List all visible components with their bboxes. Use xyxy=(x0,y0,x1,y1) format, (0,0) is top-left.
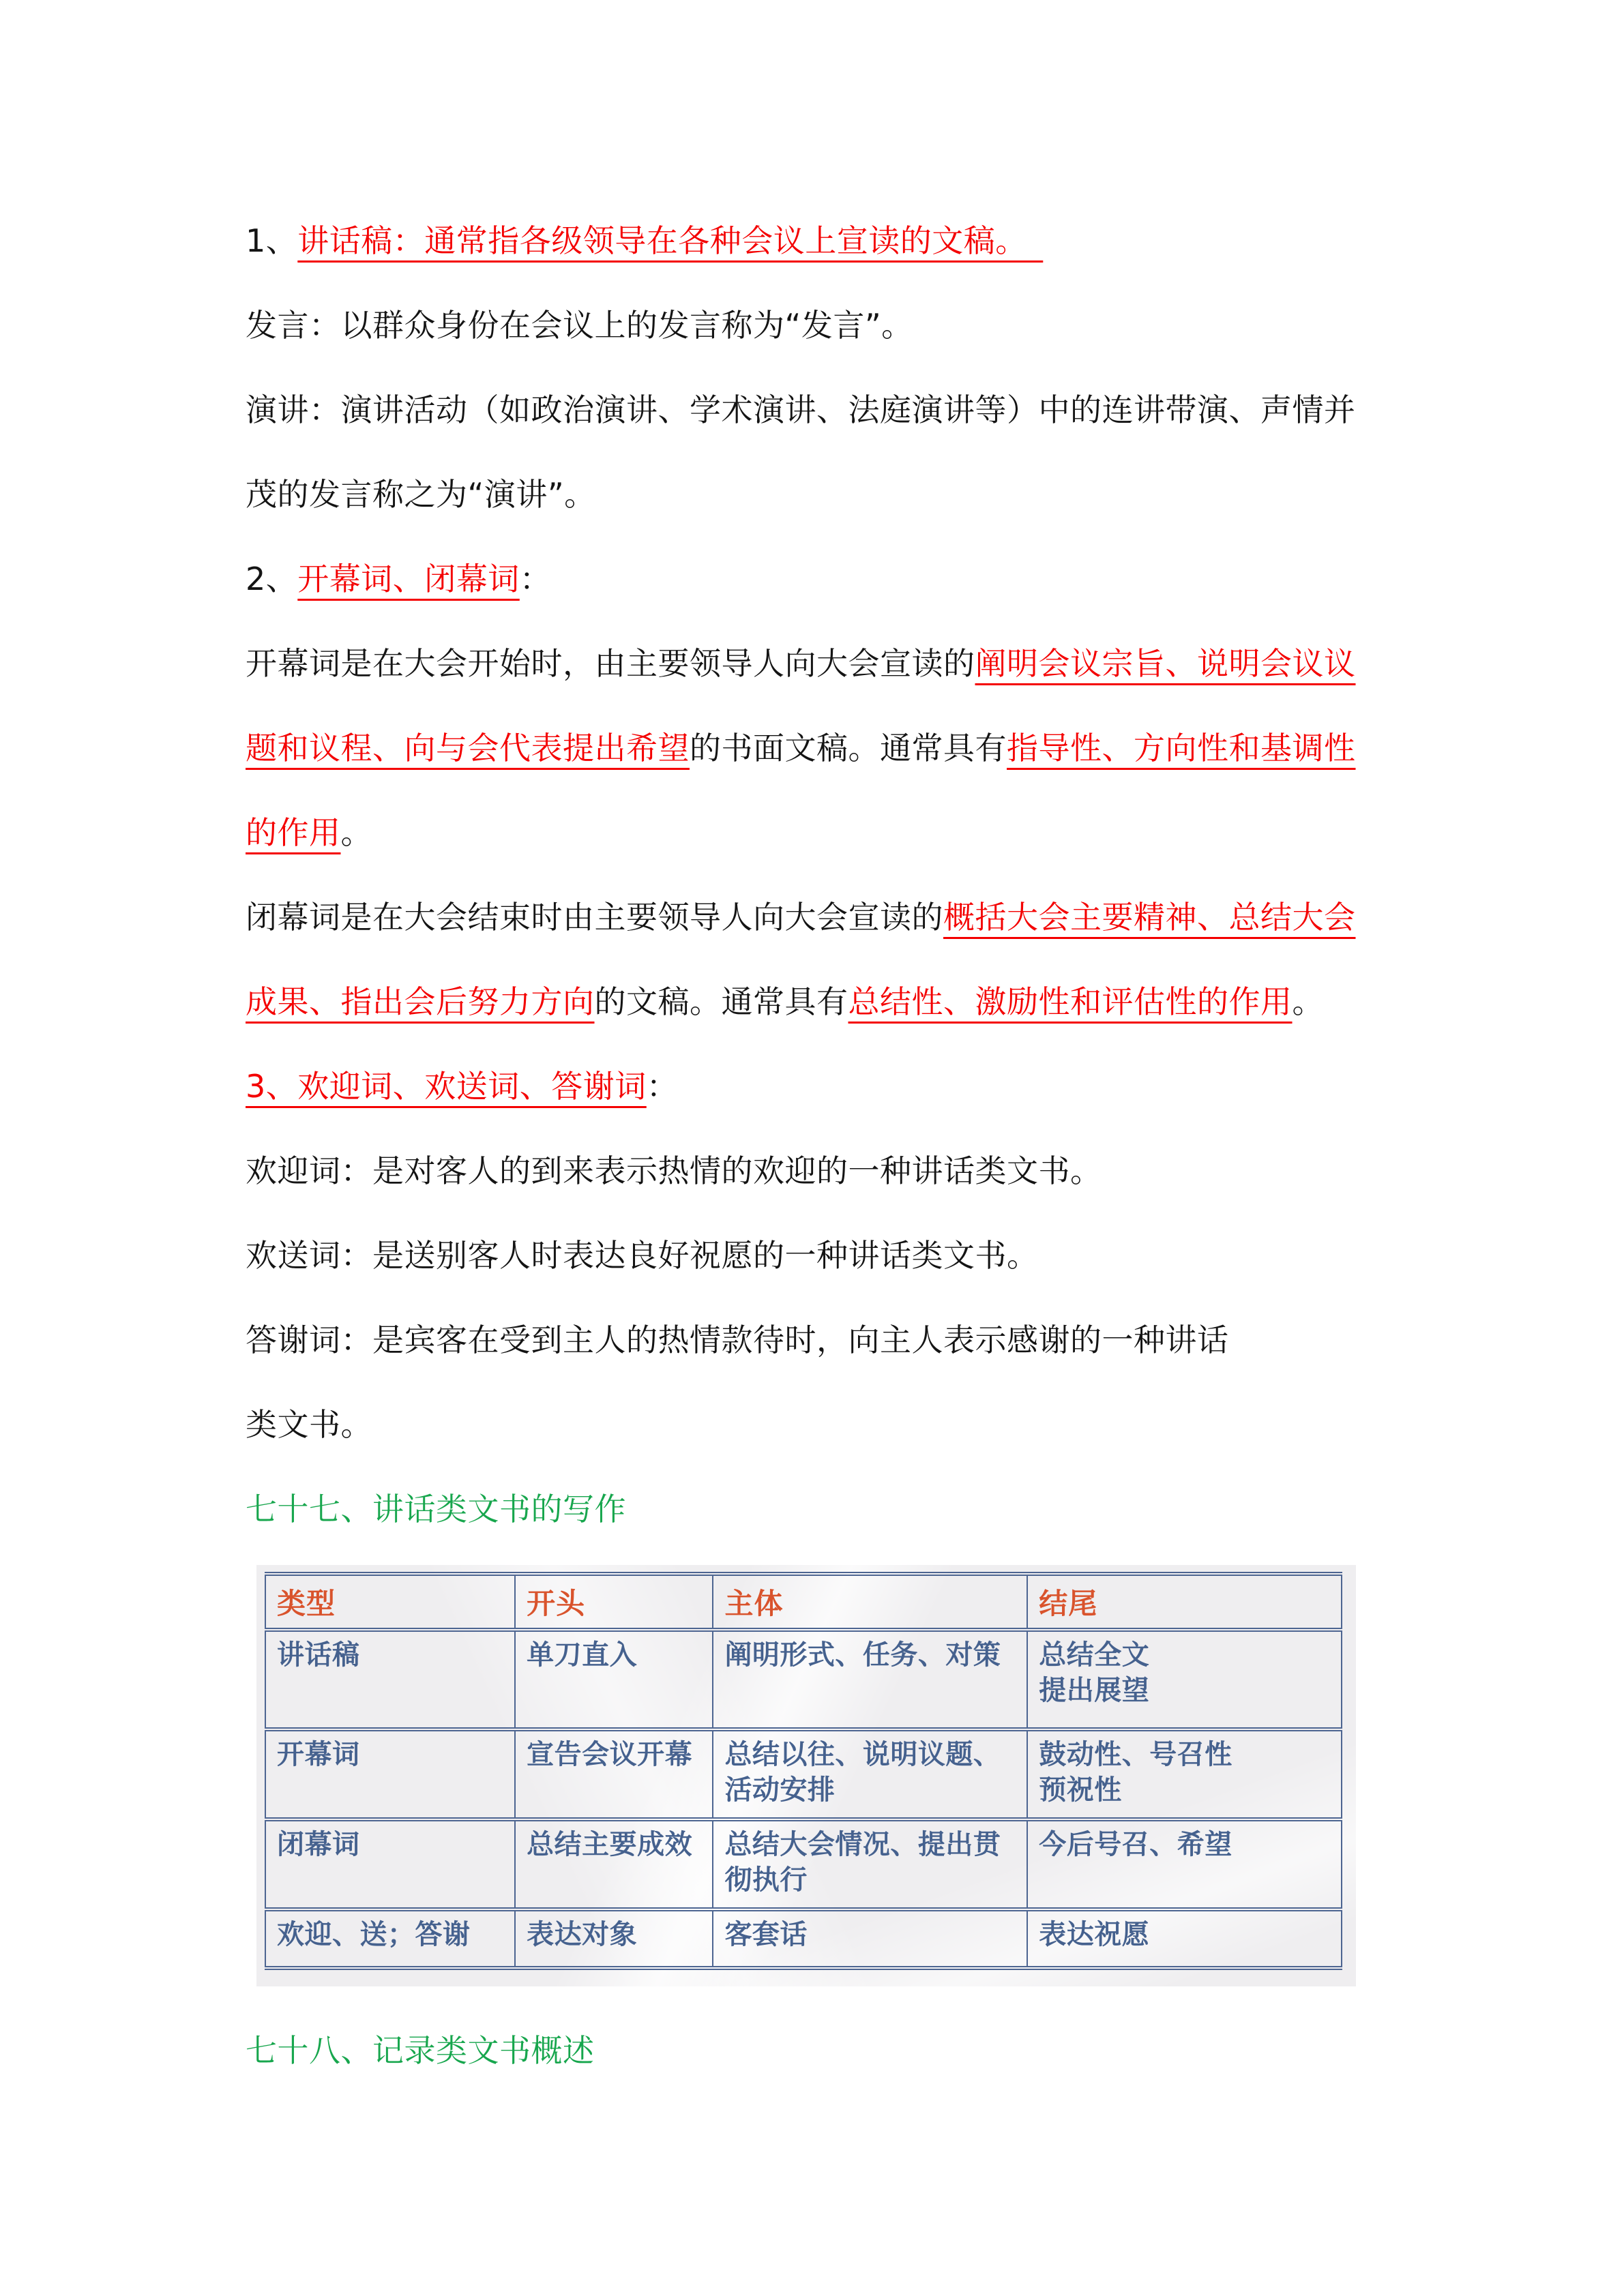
table-row xyxy=(265,1819,1342,1909)
section-heading-78: 七十八、记录类文书概述 xyxy=(246,2032,595,2069)
text-run: 的作用 xyxy=(246,814,341,851)
text-run: 欢迎词：是对客人的到来表示热情的欢迎的一种讲话类文书。 xyxy=(246,1152,1102,1189)
table-cell-line: 总结全文 xyxy=(1039,1639,1150,1671)
table-header-cell: 结尾 xyxy=(1027,1574,1342,1630)
text-run: 阐明会议宗旨、说明会议议 xyxy=(975,645,1356,682)
table-cell xyxy=(265,1819,515,1909)
table-cell xyxy=(713,1819,1027,1909)
table-cell-line: 鼓动性、号召性 xyxy=(1039,1739,1232,1770)
table-cell-line: 宣告会议开幕 xyxy=(527,1739,693,1770)
table-cell-line: 开幕词 xyxy=(277,1739,360,1770)
text-run: 答谢词：是宾客在受到主人的热情款待时，向主人表示感谢的一种讲话 xyxy=(246,1322,1229,1358)
speech-writing-table-panel xyxy=(256,1565,1356,1986)
paragraph-thanks-def-line1 xyxy=(246,1298,1380,1382)
text-run: 讲话稿：通常指各级领导在各种会议上宣读的文稿。 xyxy=(297,222,1044,259)
table-cell-line: 彻执行 xyxy=(724,1864,808,1896)
speech-writing-table xyxy=(265,1572,1342,1970)
table-cell-line: 表达祝愿 xyxy=(1039,1919,1150,1950)
text-run: ： xyxy=(519,561,552,597)
table-cell xyxy=(265,1909,515,1968)
text-run: 。 xyxy=(340,814,372,851)
text-run: 2、 xyxy=(246,561,298,597)
text-run: 概括大会主要精神、总结大会 xyxy=(943,899,1356,936)
text-run: 欢送词：是送别客人时表达良好祝愿的一种讲话类文书。 xyxy=(246,1237,1039,1274)
table-head xyxy=(265,1574,1342,1630)
text-run: 发言：以群众身份在会议上的发言称为“发言”。 xyxy=(246,307,913,344)
paragraph-opening-def-line3 xyxy=(246,790,1380,875)
table-row xyxy=(265,1630,1342,1729)
table-cell-line: 提出展望 xyxy=(1039,1675,1150,1706)
table-cell-line: 闭幕词 xyxy=(277,1829,360,1860)
table-cell-line: 总结以往、说明议题、 xyxy=(724,1739,1001,1770)
text-run: 开幕词、闭幕词 xyxy=(297,561,520,597)
table-cell-line: 总结大会情况、提出贯 xyxy=(724,1829,1001,1860)
table-header-row xyxy=(265,1574,1342,1630)
table-header-cell: 主体 xyxy=(713,1574,1027,1630)
table-cell-line: 欢迎、送；答谢 xyxy=(277,1919,471,1950)
table-cell xyxy=(265,1630,515,1729)
paragraph-closing-def-line2 xyxy=(246,959,1380,1044)
table-cell-line: 今后号召、希望 xyxy=(1039,1829,1232,1860)
text-run: 。 xyxy=(1292,983,1324,1020)
paragraph-farewell-def xyxy=(246,1213,1380,1298)
text-run: 开幕词是在大会开始时，由主要领导人向大会宣读的 xyxy=(246,645,975,682)
paragraph-speech-draft-def xyxy=(246,198,1380,283)
paragraph-welcome-farewell-thanks-title xyxy=(246,1044,1380,1129)
table-cell xyxy=(1027,1909,1342,1968)
table-cell-line: 讲话稿 xyxy=(277,1639,360,1671)
text-run: 类文书。 xyxy=(246,1406,372,1443)
table-cell xyxy=(1027,1630,1342,1729)
table-cell-line: 客套话 xyxy=(724,1919,808,1950)
text-run: 演讲：演讲活动（如政治演讲、学术演讲、法庭演讲等）中的连讲带演、声情并 xyxy=(246,391,1356,428)
text-run: 闭幕词是在大会结束时由主要领导人向大会宣读的 xyxy=(246,899,943,936)
table-cell-line: 表达对象 xyxy=(527,1919,638,1950)
text-run: 3、欢迎词、欢送词、答谢词 xyxy=(246,1068,647,1105)
table-cell-line: 阐明形式、任务、对策 xyxy=(724,1639,1001,1671)
table-cell xyxy=(515,1630,713,1729)
table-row xyxy=(265,1729,1342,1819)
table-cell xyxy=(713,1909,1027,1968)
table-cell-line: 活动安排 xyxy=(724,1774,836,1806)
text-run: 题和议程、向与会代表提出希望 xyxy=(246,730,690,766)
table-cell-line: 单刀直入 xyxy=(527,1639,638,1671)
text-run: 指导性、方向性和基调性 xyxy=(1007,730,1356,766)
text-run: 总结性、激励性和评估性的作用 xyxy=(848,983,1293,1020)
paragraph-welcome-def xyxy=(246,1129,1380,1213)
paragraph-lecture-def-line2 xyxy=(246,452,1380,537)
table-cell xyxy=(515,1819,713,1909)
paragraph-thanks-def-line2 xyxy=(246,1382,1380,1467)
text-run: 茂的发言称之为“演讲”。 xyxy=(246,476,596,513)
paragraph-opening-closing-title xyxy=(246,537,1380,621)
paragraph-remarks-def xyxy=(246,283,1380,368)
paragraph-opening-def-line2 xyxy=(246,706,1380,790)
text-run: ： xyxy=(646,1068,679,1105)
table-cell xyxy=(1027,1819,1342,1909)
table-row xyxy=(265,1909,1342,1968)
table-body xyxy=(265,1630,1342,1968)
table-header-cell: 开头 xyxy=(515,1574,713,1630)
table-cell-line: 预祝性 xyxy=(1039,1774,1122,1806)
text-run: 成果、指出会后努力方向 xyxy=(246,983,595,1020)
paragraph-lecture-def-line1 xyxy=(246,368,1380,452)
table-cell xyxy=(515,1909,713,1968)
paragraph-closing-def-line1 xyxy=(246,875,1380,959)
table-cell xyxy=(713,1729,1027,1819)
text-run: 的文稿。通常具有 xyxy=(594,983,848,1020)
table-cell xyxy=(265,1729,515,1819)
table-cell xyxy=(713,1630,1027,1729)
table-header-cell: 类型 xyxy=(265,1574,515,1630)
table-cell-line: 总结主要成效 xyxy=(527,1829,693,1860)
paragraph-opening-def-line1 xyxy=(246,621,1380,706)
table-cell xyxy=(1027,1729,1342,1819)
table-cell xyxy=(515,1729,713,1819)
text-run: 的书面文稿。通常具有 xyxy=(690,730,1007,766)
text-run: 1、 xyxy=(246,222,298,259)
section-heading-77: 七十七、讲话类文书的写作 xyxy=(246,1491,626,1527)
